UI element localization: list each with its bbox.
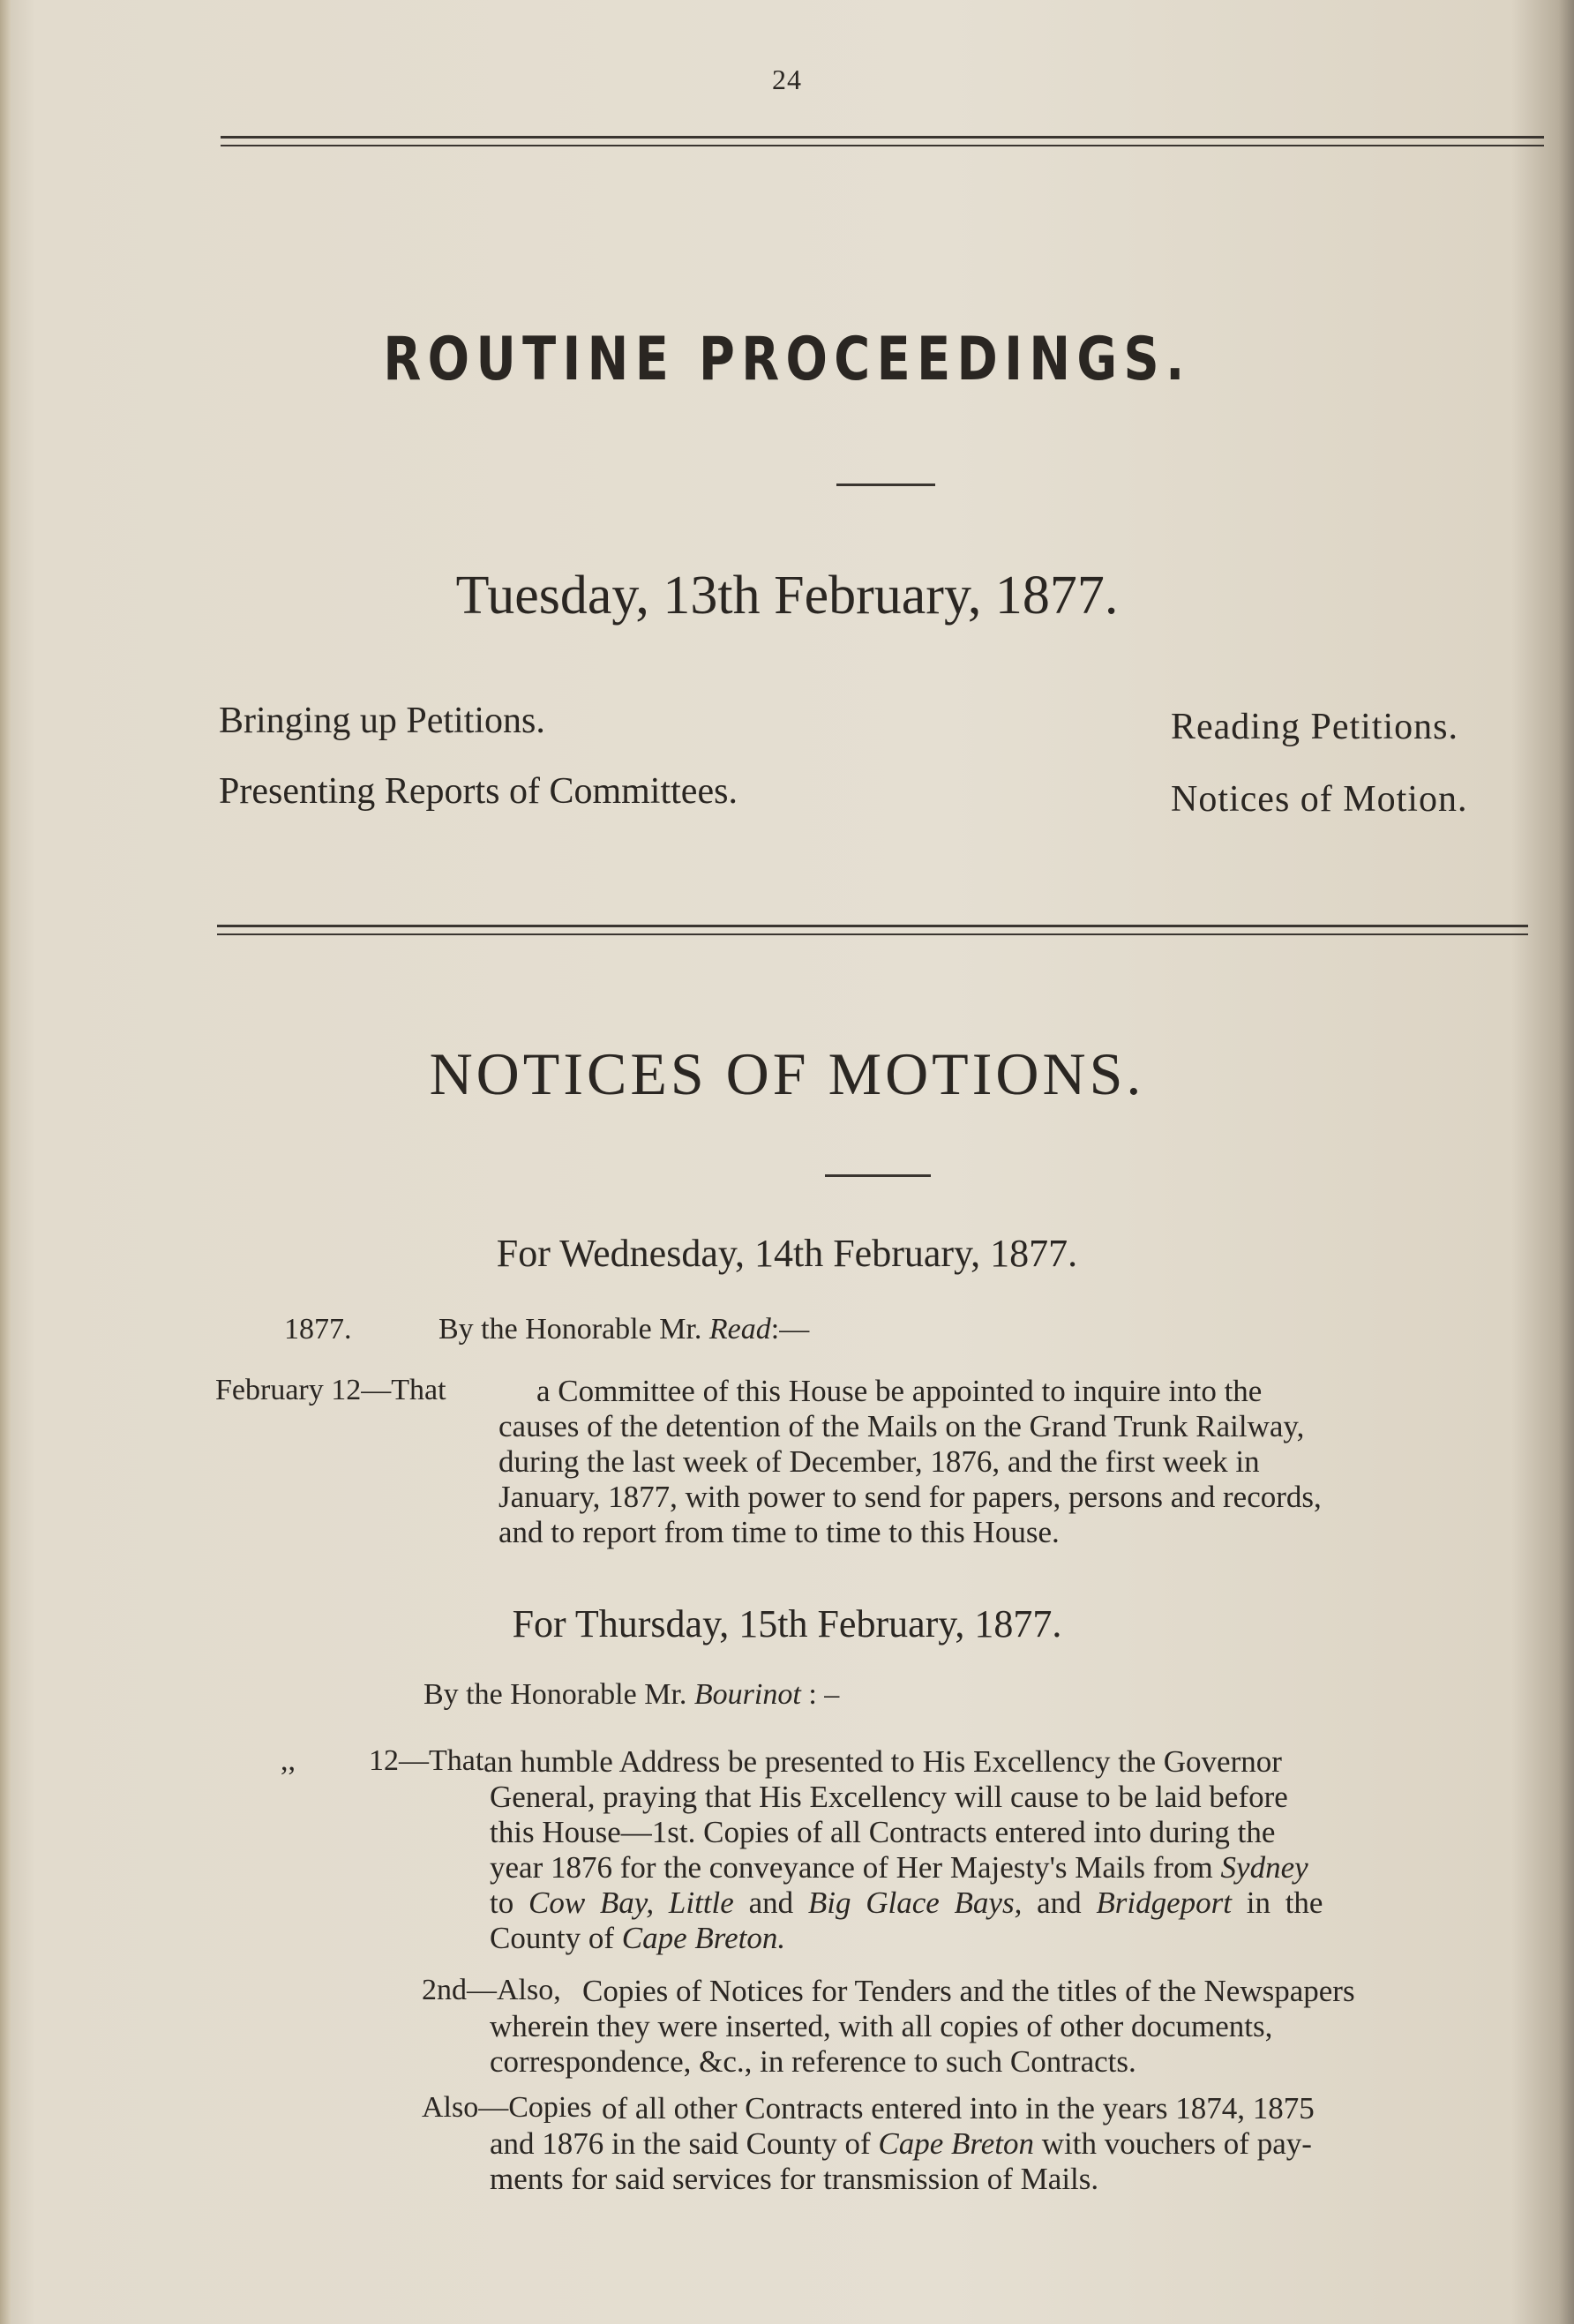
motion-line: correspondence, &c., in reference to such Contracts.: [490, 2044, 1136, 2079]
ditto-mark: ,,: [281, 1744, 296, 1777]
thursday-heading: For Thursday, 15th February, 1877.: [512, 1602, 1062, 1646]
motion-line: Copies of Notices for Tenders and the titles of the Newspapers: [582, 1974, 1355, 2008]
item-2nd-label: 2nd—Also,: [422, 1974, 561, 2006]
motion-line: and 1876 in the said County of Cape Breton with vouchers of pay-: [490, 2126, 1312, 2161]
item-also-label: Also—Copies: [422, 2091, 592, 2124]
motion-line: ments for said services for transmission of Mails.: [490, 2162, 1099, 2196]
motion-line: a Committee of this House be appointed to inquire into the: [536, 1374, 1263, 1408]
motion-line: to Cow Bay, Little and Big Glace Bays, and Bridgeport in the: [490, 1885, 1323, 1920]
title-divider: [836, 484, 935, 486]
routine-item-reading-petitions: Reading Petitions.: [1171, 707, 1458, 747]
routine-item-notices-of-motion: Notices of Motion.: [1171, 779, 1468, 820]
motion-line: January, 1877, with power to send for papers, persons and records,: [498, 1480, 1322, 1514]
routine-item-presenting-reports: Presenting Reports of Committees.: [219, 771, 738, 812]
motion-line: wherein they were inserted, with all copies of other documents,: [490, 2009, 1273, 2043]
motion-line: an humble Address be presented to His Excellency the Governor: [483, 1744, 1282, 1779]
motion-line: and to report from time to time to this House.: [498, 1515, 1060, 1549]
motion-line: County of Cape Breton.: [490, 1921, 786, 1955]
motion-line: year 1876 for the conveyance of Her Majesty's Mails from Sydney: [490, 1850, 1308, 1885]
motion-line: causes of the detention of the Mails on the Grand Trunk Railway,: [498, 1409, 1305, 1443]
wednesday-heading: For Wednesday, 14th February, 1877.: [496, 1232, 1078, 1275]
year-label: 1877.: [284, 1313, 352, 1346]
page-number: 24: [772, 64, 802, 95]
notices-divider: [825, 1174, 931, 1177]
routine-item-bringing-petitions: Bringing up Petitions.: [219, 701, 545, 741]
book-spine-edge: [0, 0, 11, 2324]
notices-of-motions-title: NOTICES OF MOTIONS.: [429, 1040, 1145, 1107]
item-12-label: 12—That: [369, 1744, 484, 1777]
section-double-rule: [217, 925, 1528, 935]
routine-proceedings-title: ROUTINE PROCEEDINGS.: [383, 325, 1191, 394]
motion-line: during the last week of December, 1876, and the first week in: [498, 1444, 1260, 1479]
motion-line: this House—1st. Copies of all Contracts entered into during the: [490, 1815, 1276, 1849]
mover-read: By the Honorable Mr. Read:—: [438, 1313, 810, 1346]
header-double-rule: [221, 136, 1544, 146]
routine-date-heading: Tuesday, 13th February, 1877.: [455, 566, 1119, 626]
motion-line: General, praying that His Excellency will cause to be laid before: [490, 1780, 1288, 1814]
motion-line: of all other Contracts entered into in the years 1874, 1875: [602, 2091, 1315, 2125]
february-12-label: February 12—That: [215, 1374, 446, 1406]
mover-bourinot: By the Honorable Mr. Bourinot : –: [423, 1678, 840, 1711]
